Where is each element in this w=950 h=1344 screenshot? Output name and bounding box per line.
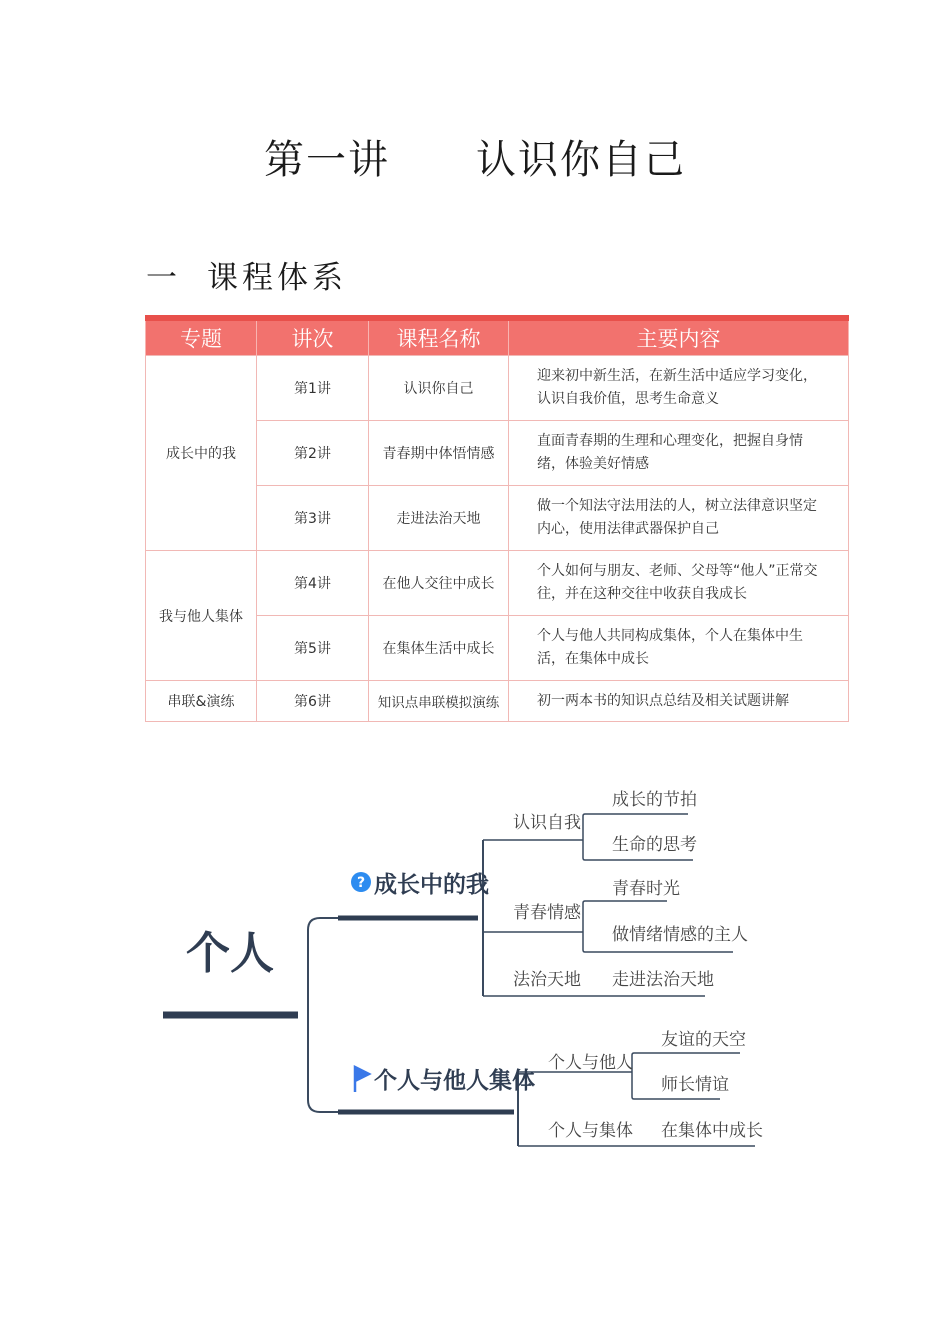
leaf-label: 青春时光 bbox=[612, 879, 680, 899]
topic-label: 青春情感 bbox=[513, 903, 581, 923]
leaf-label: 生命的思考 bbox=[612, 835, 697, 855]
leaf-label: 友谊的天空 bbox=[661, 1030, 746, 1050]
group-cell: 我与他人集体 bbox=[146, 551, 257, 681]
leaf-label: 做情绪情感的主人 bbox=[612, 925, 748, 945]
header-main-content: 主要内容 bbox=[509, 318, 849, 356]
title-lecture: 第一讲 bbox=[264, 137, 390, 183]
branch-label: 成长中的我 bbox=[374, 872, 489, 898]
connector bbox=[308, 918, 338, 1015]
table-row bbox=[146, 681, 849, 722]
table-row bbox=[146, 551, 849, 616]
question-icon-glyph: ? bbox=[356, 875, 366, 891]
leaf-label: 在集体中成长 bbox=[661, 1121, 763, 1141]
course-name-cell: 在他人交往中成长 bbox=[369, 551, 509, 616]
lecture-cell: 第1讲 bbox=[257, 356, 369, 421]
connector bbox=[632, 1053, 740, 1072]
course-name-cell: 知识点串联模拟演练 bbox=[369, 681, 509, 722]
table-row bbox=[146, 356, 849, 421]
group-cell: 成长中的我 bbox=[146, 356, 257, 551]
course-name-cell: 认识你自己 bbox=[369, 356, 509, 421]
lecture-cell: 第4讲 bbox=[257, 551, 369, 616]
section-heading bbox=[146, 252, 347, 297]
section-number: 一 bbox=[146, 260, 181, 296]
mind-map bbox=[0, 770, 950, 1190]
topic-label: 个人与集体 bbox=[548, 1121, 633, 1141]
header-topic: 专题 bbox=[146, 318, 257, 356]
content-cell: 个人与他人共同构成集体，个人在集体中生活，在集体中成长 bbox=[509, 616, 849, 681]
leaf-label: 走进法治天地 bbox=[612, 970, 714, 990]
leaf-label: 成长的节拍 bbox=[612, 790, 697, 810]
root-label: 个人 bbox=[186, 928, 274, 979]
topic-label: 认识自我 bbox=[513, 813, 581, 833]
lecture-cell: 第3讲 bbox=[257, 486, 369, 551]
section-label: 课程体系 bbox=[207, 260, 347, 296]
content-cell: 直面青春期的生理和心理变化，把握自身情绪，体验美好情感 bbox=[509, 421, 849, 486]
course-name-cell: 走进法治天地 bbox=[369, 486, 509, 551]
content-cell: 个人如何与朋友、老师、父母等“他人”正常交往，并在这种交往中收获自我成长 bbox=[509, 551, 849, 616]
topic-label: 个人与他人 bbox=[548, 1053, 633, 1073]
course-name-cell: 青春期中体悟情感 bbox=[369, 421, 509, 486]
flag-icon bbox=[355, 1067, 369, 1092]
lecture-cell: 第6讲 bbox=[257, 681, 369, 722]
table-header-row bbox=[146, 318, 849, 356]
course-table bbox=[145, 315, 849, 722]
content-cell: 初一两本书的知识点总结及相关试题讲解 bbox=[509, 681, 849, 722]
branch-label: 个人与他人集体 bbox=[374, 1068, 535, 1094]
content-cell: 做一个知法守法用法的人，树立法律意识坚定内心，使用法律武器保护自己 bbox=[509, 486, 849, 551]
page-title bbox=[0, 128, 950, 185]
group-cell: 串联&演练 bbox=[146, 681, 257, 722]
lecture-cell: 第5讲 bbox=[257, 616, 369, 681]
course-name-cell: 在集体生活中成长 bbox=[369, 616, 509, 681]
leaf-label: 师长情谊 bbox=[661, 1075, 729, 1095]
title-topic: 认识你自己 bbox=[476, 137, 686, 183]
connector bbox=[308, 1015, 338, 1112]
content-cell: 迎来初中新生活，在新生活中适应学习变化，认识自我价值，思考生命意义 bbox=[509, 356, 849, 421]
header-lecture: 讲次 bbox=[257, 318, 369, 356]
lecture-cell: 第2讲 bbox=[257, 421, 369, 486]
header-course-name: 课程名称 bbox=[369, 318, 509, 356]
topic-label: 法治天地 bbox=[513, 970, 581, 990]
